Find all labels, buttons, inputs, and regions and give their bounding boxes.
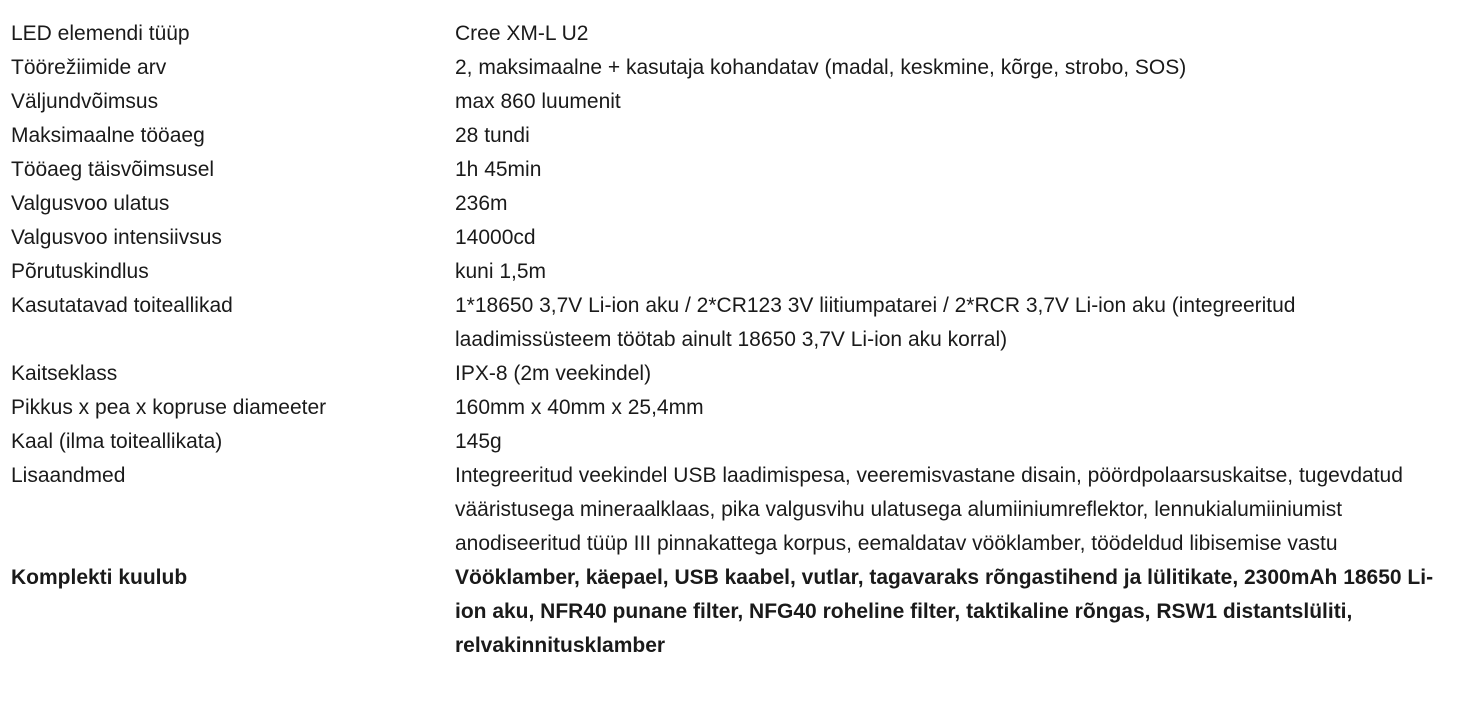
spec-label: Töörežiimide arv	[11, 56, 167, 79]
spec-value: 236m	[455, 192, 508, 215]
spec-table	[11, 17, 1456, 663]
spec-label: Komplekti kuulub	[11, 566, 188, 589]
spec-label: Maksimaalne tööaeg	[11, 124, 205, 147]
spec-value: Vööklamber, käepael, USB kaabel, vutlar, tagavaraks rõngastihend ja lülitikate, 2300mAh 18650 Li-ion aku, NFR40 punane filter, NFG40 roheline filter, taktikaline rõngas, RSW1 distantslüliti, relvakinnitusklamber	[455, 566, 1434, 657]
spec-label: Valgusvoo intensiivsus	[11, 226, 222, 249]
spec-row	[11, 17, 1456, 51]
spec-value: 160mm x 40mm x 25,4mm	[455, 396, 704, 419]
spec-label: Valgusvoo ulatus	[11, 192, 170, 215]
spec-row	[11, 289, 1456, 357]
spec-value: 1h 45min	[455, 158, 542, 181]
spec-value: Cree XM-L U2	[455, 22, 589, 45]
spec-row	[11, 459, 1456, 561]
spec-row	[11, 153, 1456, 187]
spec-row	[11, 119, 1456, 153]
spec-label: Kaal (ilma toiteallikata)	[11, 430, 223, 453]
spec-table-body	[11, 17, 1456, 663]
spec-row	[11, 357, 1456, 391]
spec-value: 1*18650 3,7V Li-ion aku / 2*CR123 3V liitiumpatarei / 2*RCR 3,7V Li-ion aku (integreeritud laadimissüsteem töötab ainult 18650 3,7V Li-ion aku korral)	[455, 294, 1296, 351]
spec-row-package-contents	[11, 561, 1456, 663]
spec-row	[11, 255, 1456, 289]
spec-label: Kaitseklass	[11, 362, 118, 385]
spec-value: Integreeritud veekindel USB laadimispesa, veeremisvastane disain, pöördpolaarsuskaitse, tugevdatud vääristusega mineraalklaas, pika valgusvihu ulatusega alumiiniumreflektor, lennukialumiiniumist anodiseeritud tüüp III pinnakattega korpus, eemaldatav vööklamber, töödeldud libisemise vastu	[455, 464, 1403, 555]
spec-label: LED elemendi tüüp	[11, 22, 190, 45]
spec-value: kuni 1,5m	[455, 260, 547, 283]
spec-label: Põrutuskindlus	[11, 260, 149, 283]
spec-row	[11, 425, 1456, 459]
spec-row	[11, 85, 1456, 119]
spec-row	[11, 51, 1456, 85]
spec-value: max 860 luumenit	[455, 90, 621, 113]
spec-value: 145g	[455, 430, 502, 453]
spec-label: Pikkus x pea x kopruse diameeter	[11, 396, 327, 419]
spec-row	[11, 391, 1456, 425]
spec-row	[11, 187, 1456, 221]
spec-row	[11, 221, 1456, 255]
spec-value: 28 tundi	[455, 124, 530, 147]
spec-label: Lisaandmed	[11, 464, 126, 487]
spec-value: 14000cd	[455, 226, 536, 249]
spec-label: Tööaeg täisvõimsusel	[11, 158, 215, 181]
spec-value: IPX-8 (2m veekindel)	[455, 362, 652, 385]
spec-label: Väljundvõimsus	[11, 90, 159, 113]
spec-value: 2, maksimaalne + kasutaja kohandatav (madal, keskmine, kõrge, strobo, SOS)	[455, 56, 1187, 79]
spec-label: Kasutatavad toiteallikad	[11, 294, 233, 317]
